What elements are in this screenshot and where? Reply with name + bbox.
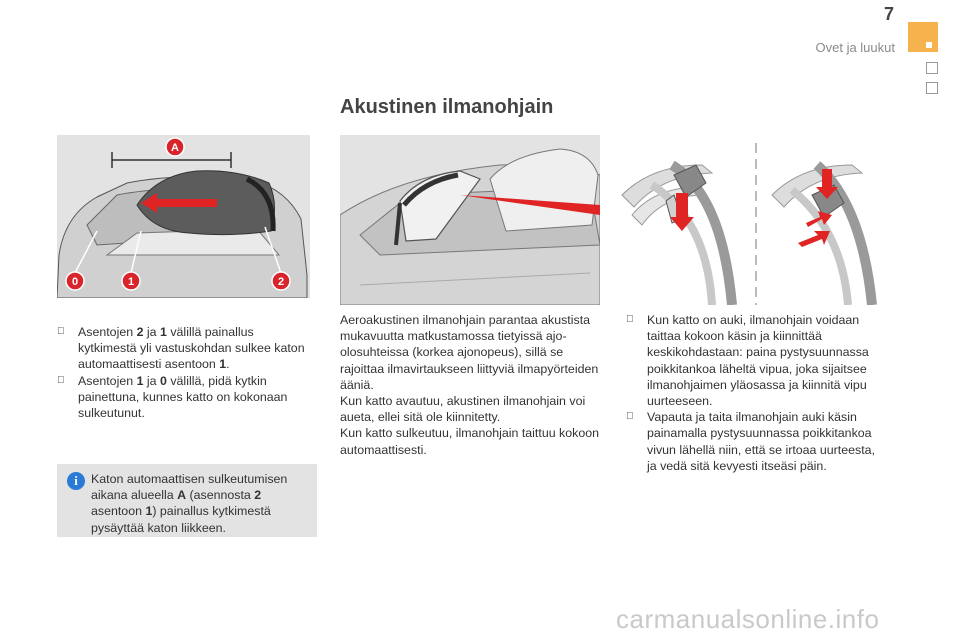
wind-deflector-figure — [340, 135, 600, 305]
tab-marker — [926, 42, 932, 48]
bullet-item: Kun katto on auki, ilmanohjain voidaan taittaa kokoon käsin ja kiinnittää keskikohdastaan: paina pystysuunnassa poikkitankoa läheltä vipua, joka sijaitsee ilmanohjaimen yläosassa ja kiinnitä vipu uurteeseen. — [626, 312, 884, 409]
paragraph: Kun katto avautuu, akustinen ilmanohjain voi aueta, ellei sitä ole kiinnitetty. — [340, 394, 586, 425]
bullet-marker — [57, 373, 65, 389]
bullet-item: Asentojen 2 ja 1 välillä painallus kytkimestä yli vastuskohdan sulkee katon automaattisesti asentoon 1. — [57, 324, 312, 373]
bullet-marker — [626, 312, 634, 328]
info-icon: i — [67, 472, 85, 490]
middle-description — [340, 312, 602, 458]
page-number: 7 — [883, 4, 894, 24]
bullet-marker — [626, 409, 634, 425]
paragraph: Kun katto sulkeutuu, ilmanohjain taittuu kokoon automaattisesti. — [340, 426, 599, 457]
bullet-item: Asentojen 1 ja 0 välillä, pidä kytkin painettuna, kunnes katto on kokonaan sulkeutunut. — [57, 373, 312, 422]
label-a: A — [171, 142, 179, 154]
label-0: 0 — [71, 276, 79, 288]
lever-detail-illustration — [612, 135, 902, 305]
info-note-text: Katon automaattisen sulkeutumisen aikana alueella A (asennosta 2 asentoon 1) painallus kytkimestä pysäyttää katon liikkeen. — [91, 472, 288, 535]
lever-detail-figure — [612, 135, 902, 305]
right-instructions — [626, 312, 884, 474]
roof-positions-figure — [57, 135, 310, 298]
paragraph: Aeroakustinen ilmanohjain parantaa akustista mukavuutta matkustamossa tietyissä ajo-olosuhteissa (korkea ajonopeus), sillä se rajoittaa ilmavirtaukseen liittyviä ilmapyörteiden ääniä. — [340, 313, 599, 392]
left-instructions — [57, 324, 312, 421]
wind-deflector-illustration — [340, 135, 600, 305]
bullet-marker — [57, 324, 65, 340]
label-2: 2 — [277, 276, 285, 288]
label-1: 1 — [127, 276, 135, 288]
section-title: Ovet ja luukut — [815, 40, 895, 55]
page-heading: Akustinen ilmanohjain — [340, 96, 554, 118]
watermark: carmanualsonline.info — [616, 604, 880, 634]
bullet-item: Vapauta ja taita ilmanohjain auki käsin painamalla pystysuunnassa poikkitankoa vivun lähellä niin, että se irtoaa uurteesta, ja vedä sitä kevyesti itseäsi päin. — [626, 409, 884, 474]
info-note — [57, 464, 317, 537]
section-tab[interactable] — [908, 22, 938, 52]
nav-box-2[interactable] — [926, 82, 938, 94]
roof-positions-illustration — [57, 135, 310, 298]
nav-box-1[interactable] — [926, 62, 938, 74]
